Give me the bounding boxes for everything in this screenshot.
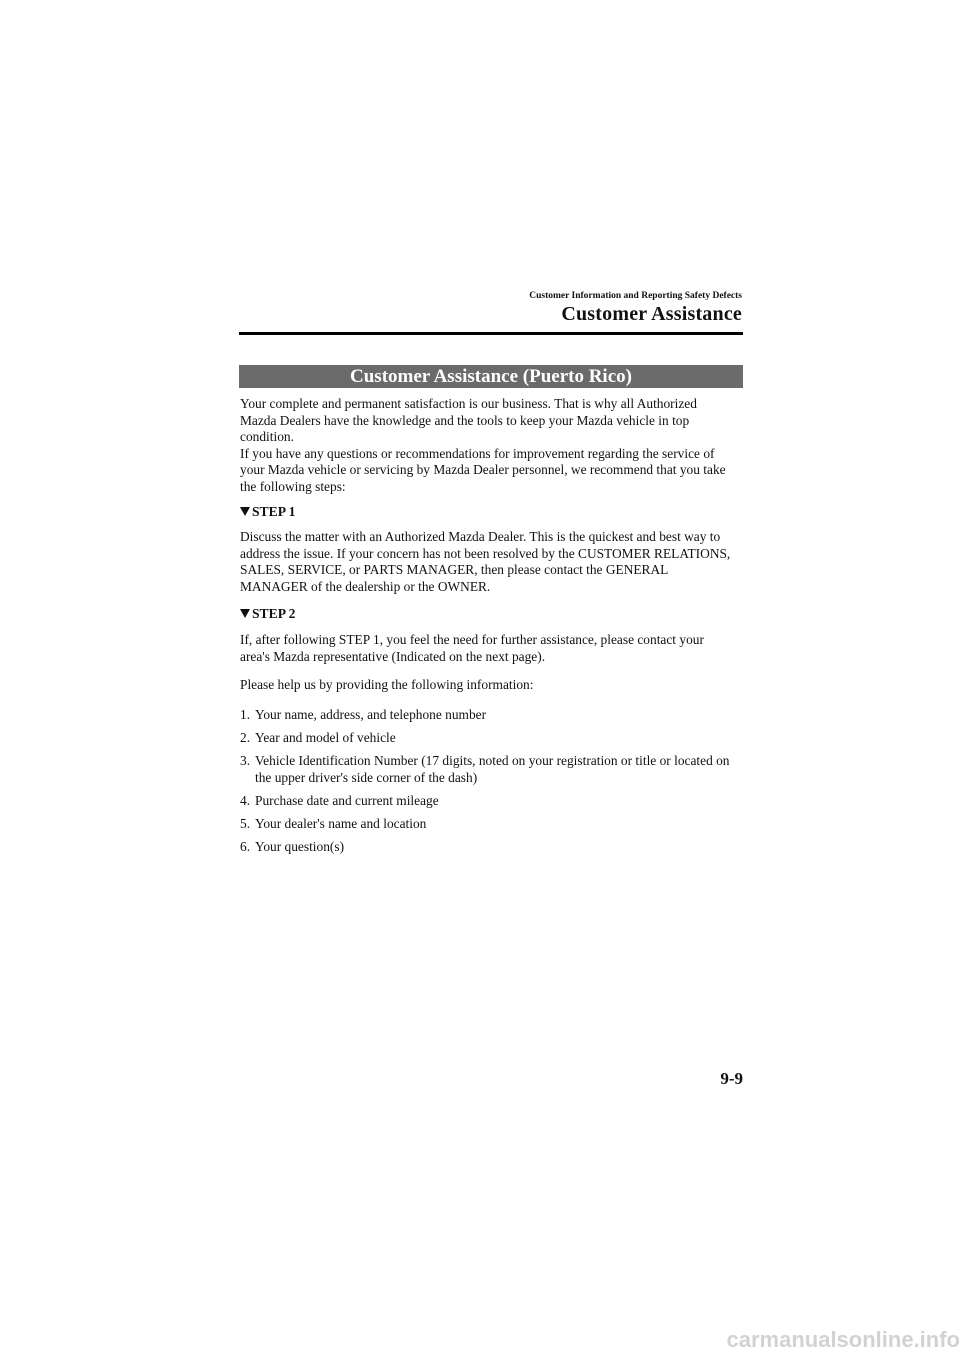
help-text: Please help us by providing the following information: — [240, 677, 534, 692]
list-text: Your question(s) — [255, 839, 345, 854]
section-title: Customer Assistance — [561, 303, 742, 325]
step-1-line: SALES, SERVICE, or PARTS MANAGER, then please contact the GENERAL — [240, 562, 669, 578]
step-2-line: If, after following STEP 1, you feel the need for further assistance, please contact your — [240, 632, 704, 647]
list-text: Vehicle Identification Number (17 digits, noted on your registration or title or located on — [255, 753, 730, 768]
list-text: Your name, address, and telephone number — [255, 707, 487, 722]
list-item — [240, 753, 745, 786]
step-1-title: STEP 1 — [252, 504, 296, 519]
header-rule — [239, 332, 743, 335]
step-2-heading — [240, 606, 295, 622]
list-text: the upper driver's side corner of the dash) — [255, 769, 478, 785]
list-number: 2. — [240, 730, 251, 745]
step-2-title: STEP 2 — [252, 606, 296, 621]
triangle-down-icon — [240, 507, 250, 516]
triangle-down-icon — [240, 609, 250, 618]
step-2-line: area's Mazda representative (Indicated on the next page). — [240, 648, 546, 664]
step-1-line: address the issue. If your concern has not been resolved by the CUSTOMER RELATIONS, — [240, 545, 731, 561]
page-number: 9-9 — [720, 1069, 743, 1088]
intro-line: If you have any questions or recommendations for improvement regarding the service of — [240, 445, 715, 461]
step-1-line: MANAGER of the dealership or the OWNER. — [240, 578, 491, 594]
list-text: Your dealer's name and location — [255, 816, 427, 831]
list-text: Purchase date and current mileage — [255, 793, 439, 808]
step-1-paragraph — [240, 529, 745, 595]
intro-paragraph — [240, 396, 745, 496]
list-number: 4. — [240, 793, 251, 808]
list-item — [240, 730, 745, 747]
intro-line: Your complete and permanent satisfaction is our business. That is why all Authorized — [240, 396, 697, 411]
intro-line: Mazda Dealers have the knowledge and the tools to keep your Mazda vehicle in top — [240, 412, 690, 428]
intro-line: the following steps: — [240, 478, 346, 494]
intro-line: condition. — [240, 429, 294, 445]
list-item — [240, 816, 745, 833]
list-number: 6. — [240, 839, 251, 854]
list-number: 3. — [240, 753, 251, 768]
list-item — [240, 793, 745, 810]
watermark: carmanualsonline.info — [726, 1327, 960, 1352]
intro-line: your Mazda vehicle or servicing by Mazda Dealer personnel, we recommend that you take — [240, 462, 726, 478]
step-1-line: Discuss the matter with an Authorized Mazda Dealer. This is the quickest and best way to — [240, 529, 721, 544]
chapter-title: Customer Information and Reporting Safety Defects — [529, 291, 742, 301]
list-item — [240, 839, 745, 856]
list-item — [240, 707, 745, 724]
step-2-paragraph — [240, 632, 745, 665]
list-number: 1. — [240, 707, 251, 722]
list-number: 5. — [240, 816, 251, 831]
list-text: Year and model of vehicle — [255, 730, 396, 745]
step-1-heading — [240, 504, 295, 520]
topic-banner: Customer Assistance (Puerto Rico) — [239, 365, 743, 388]
